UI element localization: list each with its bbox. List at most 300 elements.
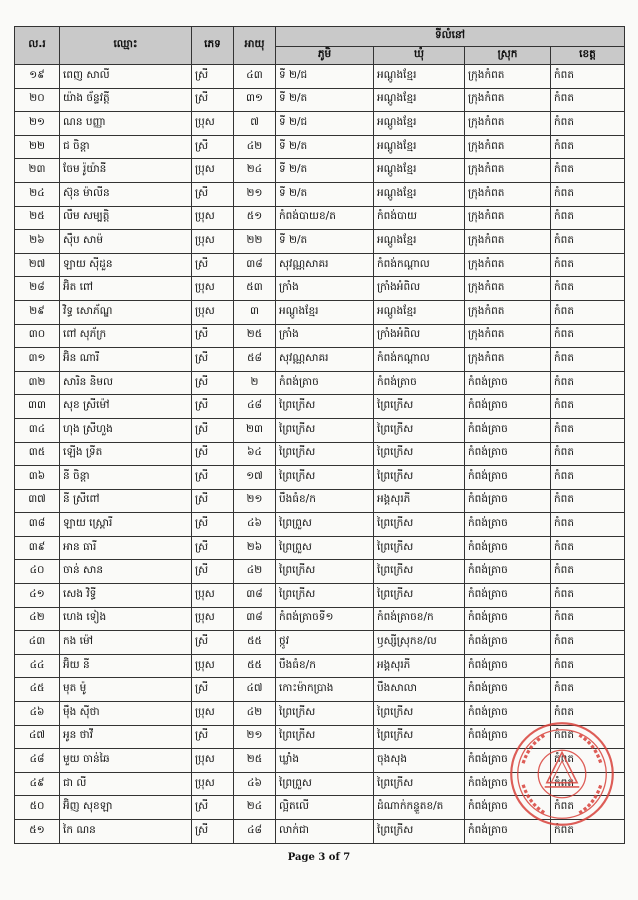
table-row — [15, 654, 625, 678]
table-row — [15, 418, 625, 442]
cell-sex: ស្រី — [192, 560, 234, 584]
cell-commune: ព្រៃក្រើស — [374, 466, 465, 490]
cell-province: កំពត — [551, 584, 625, 608]
cell-district: ក្រុងកំពត — [465, 112, 551, 136]
cell-district: កំពង់ត្រាច — [465, 820, 551, 844]
table-row — [15, 584, 625, 608]
cell-district: ក្រុងកំពត — [465, 159, 551, 183]
cell-sex: ប្រុស — [192, 654, 234, 678]
cell-district: កំពង់ត្រាច — [465, 654, 551, 678]
cell-district: ក្រុងកំពត — [465, 135, 551, 159]
cell-village: កោះម៉ាកប្រាង — [276, 678, 374, 702]
cell-province: កំពត — [551, 159, 625, 183]
cell-province: កំពត — [551, 796, 625, 820]
cell-village: បឹងធំខ/ក — [276, 489, 374, 513]
cell-province: កំពត — [551, 395, 625, 419]
cell-age: ៥៥ — [234, 654, 276, 678]
table-row — [15, 489, 625, 513]
cell-no: ៤៧ — [15, 725, 60, 749]
cell-name: យ៉ាង ច័ន្ទវត្តី — [60, 88, 192, 112]
cell-village: ព្រៃក្រើស — [276, 395, 374, 419]
cell-province: កំពត — [551, 230, 625, 254]
cell-village: ឃ្លាំង — [276, 749, 374, 773]
cell-no: ២៩ — [15, 300, 60, 324]
cell-province: កំពត — [551, 466, 625, 490]
cell-sex: ប្រុស — [192, 749, 234, 773]
table-row — [15, 300, 625, 324]
cell-district: កំពង់ត្រាច — [465, 560, 551, 584]
cell-village: សុវណ្ណសាគរ — [276, 348, 374, 372]
cell-no: ២៧ — [15, 253, 60, 277]
cell-sex: ប្រុស — [192, 230, 234, 254]
cell-province: កំពត — [551, 820, 625, 844]
table-row — [15, 536, 625, 560]
cell-age: ៤៦ — [234, 772, 276, 796]
cell-no: ៣៤ — [15, 418, 60, 442]
cell-village: ទី ២/ត — [276, 135, 374, 159]
cell-village: ក្រាំង — [276, 277, 374, 301]
cell-commune: ចុងសុង — [374, 749, 465, 773]
cell-province: កំពត — [551, 536, 625, 560]
cell-age: ៣៨ — [234, 253, 276, 277]
cell-sex: ស្រី — [192, 418, 234, 442]
cell-age: ៥៣ — [234, 277, 276, 301]
cell-province: កំពត — [551, 725, 625, 749]
header-address: ទីលំនៅ — [276, 27, 625, 47]
cell-village: ល្អិតលើ — [276, 796, 374, 820]
cell-district: កំពង់ត្រាច — [465, 702, 551, 726]
cell-name: មុត ម៉ូ — [60, 678, 192, 702]
cell-age: ៥១ — [234, 206, 276, 230]
cell-sex: ប្រុស — [192, 702, 234, 726]
table-row — [15, 442, 625, 466]
cell-age: ៤២ — [234, 135, 276, 159]
cell-name: ឡើង ទ្រីត — [60, 442, 192, 466]
table-row — [15, 702, 625, 726]
cell-province: កំពត — [551, 182, 625, 206]
cell-commune: ព្រៃក្រើស — [374, 820, 465, 844]
table-row — [15, 466, 625, 490]
cell-district: កំពង់ត្រាច — [465, 489, 551, 513]
table-body — [15, 65, 625, 844]
cell-village: ក្រាំង — [276, 324, 374, 348]
cell-no: ៣៣ — [15, 395, 60, 419]
cell-sex: ប្រុស — [192, 206, 234, 230]
cell-sex: ស្រី — [192, 348, 234, 372]
cell-province: កំពត — [551, 513, 625, 537]
cell-village: សុវណ្ណសាគរ — [276, 253, 374, 277]
cell-no: ៣៥ — [15, 442, 60, 466]
header-no: ល.រ — [15, 27, 60, 65]
cell-commune: ក្រាំងអំពិល — [374, 277, 465, 301]
cell-commune: អណ្ដូងខ្មែរ — [374, 88, 465, 112]
cell-commune: ព្រៃក្រើស — [374, 442, 465, 466]
table-row — [15, 371, 625, 395]
cell-province: កំពត — [551, 253, 625, 277]
cell-name: ចែម រ៉ូយ៉ានី — [60, 159, 192, 183]
cell-commune: ព្រៃក្រើស — [374, 536, 465, 560]
cell-province: កំពត — [551, 348, 625, 372]
cell-name: ហុង ស្រីហួង — [60, 418, 192, 442]
cell-district: កំពង់ត្រាច — [465, 442, 551, 466]
cell-name: ជ ចិន្តា — [60, 135, 192, 159]
cell-sex: ស្រី — [192, 88, 234, 112]
cell-sex: ស្រី — [192, 678, 234, 702]
cell-district: ក្រុងកំពត — [465, 324, 551, 348]
cell-district: កំពង់ត្រាច — [465, 749, 551, 773]
cell-district: កំពង់ត្រាច — [465, 513, 551, 537]
table-row — [15, 772, 625, 796]
cell-village: ព្រៃក្រើស — [276, 584, 374, 608]
table-row — [15, 324, 625, 348]
cell-district: កំពង់ត្រាច — [465, 796, 551, 820]
cell-province: កំពត — [551, 418, 625, 442]
cell-commune: កំពង់ត្រាច — [374, 371, 465, 395]
page-number-footer: Page 3 of 7 — [287, 852, 351, 863]
cell-district: ក្រុងកំពត — [465, 348, 551, 372]
cell-age: ៤២ — [234, 560, 276, 584]
cell-district: ក្រុងកំពត — [465, 182, 551, 206]
cell-name: ជា លី — [60, 772, 192, 796]
cell-age: ២៤ — [234, 796, 276, 820]
cell-district: កំពង់ត្រាច — [465, 772, 551, 796]
cell-commune: ព្រៃក្រើស — [374, 418, 465, 442]
cell-district: ក្រុងកំពត — [465, 88, 551, 112]
cell-name: ពៅ សុភ័ក្រ — [60, 324, 192, 348]
cell-name: សេង វិទ្ធី — [60, 584, 192, 608]
cell-district: ក្រុងកំពត — [465, 206, 551, 230]
header-province: ខេត្ត — [551, 47, 625, 65]
cell-no: ២៤ — [15, 182, 60, 206]
cell-district: កំពង់ត្រាច — [465, 725, 551, 749]
cell-district: កំពង់ត្រាច — [465, 584, 551, 608]
table-row — [15, 725, 625, 749]
cell-no: ៤៤ — [15, 654, 60, 678]
cell-sex: ស្រី — [192, 489, 234, 513]
cell-name: ណន បញ្ញា — [60, 112, 192, 136]
cell-village: បឹងធំខ/ក — [276, 654, 374, 678]
cell-no: ៤១ — [15, 584, 60, 608]
table-row — [15, 513, 625, 537]
header-district: ស្រុក — [465, 47, 551, 65]
cell-name: អ៊ិញ សុខឡា — [60, 796, 192, 820]
cell-sex: ប្រុស — [192, 772, 234, 796]
table-row — [15, 230, 625, 254]
cell-commune: ព្រៃក្រើស — [374, 560, 465, 584]
cell-commune: កំពង់កណ្ដាល — [374, 348, 465, 372]
header-village: ភូមិ — [276, 47, 374, 65]
cell-no: ៣៩ — [15, 536, 60, 560]
cell-sex: ស្រី — [192, 371, 234, 395]
cell-village: អណ្ដូងខ្មែរ — [276, 300, 374, 324]
table-row — [15, 206, 625, 230]
cell-age: ៤៣ — [234, 65, 276, 89]
cell-commune: ដំណាក់កន្ទួតខ/ត — [374, 796, 465, 820]
cell-age: ៧ — [234, 112, 276, 136]
cell-village: ទី ២/ជ — [276, 112, 374, 136]
cell-province: កំពត — [551, 112, 625, 136]
cell-commune: ព្រៃក្រើស — [374, 513, 465, 537]
cell-name: អ៊ិយ នី — [60, 654, 192, 678]
cell-name: អាន ធារី — [60, 536, 192, 560]
cell-commune: បឹងសាលា — [374, 678, 465, 702]
cell-district: ក្រុងកំពត — [465, 277, 551, 301]
header-name: ឈ្មោះ — [60, 27, 192, 65]
cell-province: កំពត — [551, 65, 625, 89]
cell-village: ព្រៃព្រួស — [276, 513, 374, 537]
cell-age: ២៦ — [234, 536, 276, 560]
cell-name: អ៊ិន ណារី — [60, 348, 192, 372]
cell-village: ព្រៃក្រើស — [276, 418, 374, 442]
cell-age: ១៧ — [234, 466, 276, 490]
cell-village: ព្រៃព្រួស — [276, 536, 374, 560]
cell-district: កំពង់ត្រាច — [465, 371, 551, 395]
cell-commune: អណ្ដូងខ្មែរ — [374, 135, 465, 159]
header-age: អាយុ — [234, 27, 276, 65]
cell-province: កំពត — [551, 678, 625, 702]
cell-sex: ប្រុស — [192, 159, 234, 183]
cell-commune: ឫស្សីស្រុកខ/ល — [374, 631, 465, 655]
cell-district: ក្រុងកំពត — [465, 230, 551, 254]
cell-district: កំពង់ត្រាច — [465, 536, 551, 560]
cell-district: កំពង់ត្រាច — [465, 466, 551, 490]
cell-no: ៣២ — [15, 371, 60, 395]
cell-village: ទី ២/ត — [276, 230, 374, 254]
cell-commune: កំពង់កណ្ដាល — [374, 253, 465, 277]
cell-province: កំពត — [551, 702, 625, 726]
cell-name: ស៊ុន ម៉ាលីន — [60, 182, 192, 206]
cell-name: ចាន់ សាន — [60, 560, 192, 584]
cell-district: កំពង់ត្រាច — [465, 607, 551, 631]
cell-no: ៣៦ — [15, 466, 60, 490]
cell-commune: ក្រាំងអំពិល — [374, 324, 465, 348]
table-row — [15, 135, 625, 159]
cell-commune: ព្រៃក្រើស — [374, 772, 465, 796]
cell-province: កំពត — [551, 206, 625, 230]
cell-commune: អង្គសុរភី — [374, 489, 465, 513]
cell-commune: អណ្ដូងខ្មែរ — [374, 230, 465, 254]
table-row — [15, 395, 625, 419]
cell-district: កំពង់ត្រាច — [465, 395, 551, 419]
header-sex: ភេទ — [192, 27, 234, 65]
cell-age: ៤២ — [234, 702, 276, 726]
cell-no: ២០ — [15, 88, 60, 112]
cell-name: កង ម៉ៅ — [60, 631, 192, 655]
cell-village: ទី ២/ត — [276, 88, 374, 112]
cell-village: កំពង់ត្រាច — [276, 371, 374, 395]
cell-age: ៤៦ — [234, 513, 276, 537]
cell-no: ២៨ — [15, 277, 60, 301]
cell-sex: ស្រី — [192, 135, 234, 159]
cell-province: កំពត — [551, 277, 625, 301]
cell-age: ២ — [234, 371, 276, 395]
cell-no: ៤៨ — [15, 749, 60, 773]
table-row — [15, 348, 625, 372]
cell-name: លឹម សម្បត្តិ — [60, 206, 192, 230]
cell-sex: ស្រី — [192, 395, 234, 419]
cell-no: ១៩ — [15, 65, 60, 89]
cell-no: ៤៣ — [15, 631, 60, 655]
cell-name: អ៊ិត ពៅ — [60, 277, 192, 301]
table-row — [15, 112, 625, 136]
cell-no: ៤៩ — [15, 772, 60, 796]
cell-name: សុខ ស្រីម៉ៅ — [60, 395, 192, 419]
cell-age: ៣៨ — [234, 607, 276, 631]
table-row — [15, 796, 625, 820]
cell-commune: អង្គសុរភី — [374, 654, 465, 678]
cell-province: កំពត — [551, 135, 625, 159]
cell-age: ៦៤ — [234, 442, 276, 466]
cell-province: កំពត — [551, 607, 625, 631]
cell-no: ៣៧ — [15, 489, 60, 513]
cell-sex: ប្រុស — [192, 300, 234, 324]
table-row — [15, 678, 625, 702]
cell-village: ថ្កូវ — [276, 631, 374, 655]
cell-sex: ស្រី — [192, 182, 234, 206]
cell-no: ២២ — [15, 135, 60, 159]
cell-province: កំពត — [551, 371, 625, 395]
cell-age: ២៥ — [234, 749, 276, 773]
cell-district: កំពង់ត្រាច — [465, 678, 551, 702]
cell-commune: ព្រៃក្រើស — [374, 584, 465, 608]
cell-no: ២៥ — [15, 206, 60, 230]
cell-commune: អណ្ដូងខ្មែរ — [374, 112, 465, 136]
cell-province: កំពត — [551, 772, 625, 796]
cell-no: ២៣ — [15, 159, 60, 183]
patient-register-table — [14, 26, 625, 844]
cell-sex: ប្រុស — [192, 277, 234, 301]
cell-name: ឡាយ ស្រ្គោរី — [60, 513, 192, 537]
table-row — [15, 749, 625, 773]
cell-no: ៥១ — [15, 820, 60, 844]
cell-name: វិទ្ធ សោភ័ណ្ឌ — [60, 300, 192, 324]
cell-district: ក្រុងកំពត — [465, 300, 551, 324]
cell-name: ម៉ឹង ស៊ីថា — [60, 702, 192, 726]
table-row — [15, 182, 625, 206]
cell-name: សារិន និមល — [60, 371, 192, 395]
cell-name: កៃ ណន — [60, 820, 192, 844]
cell-no: ៣៨ — [15, 513, 60, 537]
cell-name: ពេញ សាលី — [60, 65, 192, 89]
cell-province: កំពត — [551, 324, 625, 348]
cell-village: លាក់ជា — [276, 820, 374, 844]
cell-commune: កំពង់ត្រាចខ/ក — [374, 607, 465, 631]
cell-sex: ស្រី — [192, 513, 234, 537]
table-row — [15, 607, 625, 631]
cell-province: កំពត — [551, 300, 625, 324]
cell-district: កំពង់ត្រាច — [465, 418, 551, 442]
cell-sex: ស្រី — [192, 253, 234, 277]
cell-village: ព្រៃព្រួស — [276, 772, 374, 796]
cell-age: ៣ — [234, 300, 276, 324]
cell-province: កំពត — [551, 654, 625, 678]
cell-sex: ស្រី — [192, 324, 234, 348]
cell-no: ៣១ — [15, 348, 60, 372]
cell-province: កំពត — [551, 442, 625, 466]
cell-village: ទី ២/ជ — [276, 65, 374, 89]
cell-commune: អណ្ដូងខ្មែរ — [374, 159, 465, 183]
table-row — [15, 277, 625, 301]
cell-sex: ប្រុស — [192, 607, 234, 631]
table-row — [15, 88, 625, 112]
cell-village: ទី ២/ត — [276, 182, 374, 206]
cell-village: ព្រៃក្រើស — [276, 442, 374, 466]
cell-age: ២១ — [234, 725, 276, 749]
cell-age: ៥៨ — [234, 348, 276, 372]
table-row — [15, 65, 625, 89]
table-row — [15, 631, 625, 655]
cell-name: ស៊ឹប សាម៉ — [60, 230, 192, 254]
cell-village: ព្រៃក្រើស — [276, 702, 374, 726]
cell-village: ព្រៃក្រើស — [276, 725, 374, 749]
cell-sex: ស្រី — [192, 631, 234, 655]
cell-age: ២១ — [234, 489, 276, 513]
cell-village: កំពង់ត្រាចទី១ — [276, 607, 374, 631]
table-row — [15, 159, 625, 183]
cell-province: កំពត — [551, 631, 625, 655]
cell-sex: ស្រី — [192, 796, 234, 820]
cell-no: ៤៥ — [15, 678, 60, 702]
cell-name: អូន ថាវី — [60, 725, 192, 749]
cell-province: កំពត — [551, 749, 625, 773]
cell-age: ២២ — [234, 230, 276, 254]
cell-age: ៥៥ — [234, 631, 276, 655]
cell-no: ៥០ — [15, 796, 60, 820]
cell-sex: ស្រី — [192, 820, 234, 844]
cell-village: ព្រៃក្រើស — [276, 466, 374, 490]
cell-name: ហេង ទៀង — [60, 607, 192, 631]
cell-age: ២៣ — [234, 418, 276, 442]
cell-district: ក្រុងកំពត — [465, 65, 551, 89]
cell-no: ៣០ — [15, 324, 60, 348]
cell-no: ៤២ — [15, 607, 60, 631]
cell-province: កំពត — [551, 489, 625, 513]
cell-village: ទី ២/ត — [276, 159, 374, 183]
cell-commune: អណ្ដូងខ្មែរ — [374, 65, 465, 89]
cell-name: នី ចិន្តា — [60, 466, 192, 490]
cell-sex: ស្រី — [192, 725, 234, 749]
cell-commune: ព្រៃក្រើស — [374, 395, 465, 419]
cell-commune: កំពង់បាយ — [374, 206, 465, 230]
cell-sex: ស្រី — [192, 65, 234, 89]
cell-district: កំពង់ត្រាច — [465, 631, 551, 655]
cell-name: មួយ ចាន់ឆៃ — [60, 749, 192, 773]
cell-age: ៤៨ — [234, 395, 276, 419]
table-row — [15, 560, 625, 584]
cell-name: នី ស្រីពៅ — [60, 489, 192, 513]
cell-commune: ព្រៃក្រើស — [374, 702, 465, 726]
cell-name: ឡាយ ស៊ីដួន — [60, 253, 192, 277]
cell-sex: ស្រី — [192, 536, 234, 560]
cell-district: ក្រុងកំពត — [465, 253, 551, 277]
cell-commune: អណ្ដូងខ្មែរ — [374, 300, 465, 324]
cell-no: ២១ — [15, 112, 60, 136]
cell-village: ព្រៃក្រើស — [276, 560, 374, 584]
cell-age: ៣៨ — [234, 584, 276, 608]
cell-age: ២១ — [234, 182, 276, 206]
table-row — [15, 253, 625, 277]
cell-no: ២៦ — [15, 230, 60, 254]
cell-age: ៤៧ — [234, 678, 276, 702]
cell-age: ៣១ — [234, 88, 276, 112]
cell-province: កំពត — [551, 88, 625, 112]
cell-age: ២៤ — [234, 159, 276, 183]
cell-age: ២៥ — [234, 324, 276, 348]
cell-village: កំពង់បាយខ/ត — [276, 206, 374, 230]
cell-sex: ប្រុស — [192, 584, 234, 608]
cell-no: ៤៦ — [15, 702, 60, 726]
cell-commune: អណ្ដូងខ្មែរ — [374, 182, 465, 206]
